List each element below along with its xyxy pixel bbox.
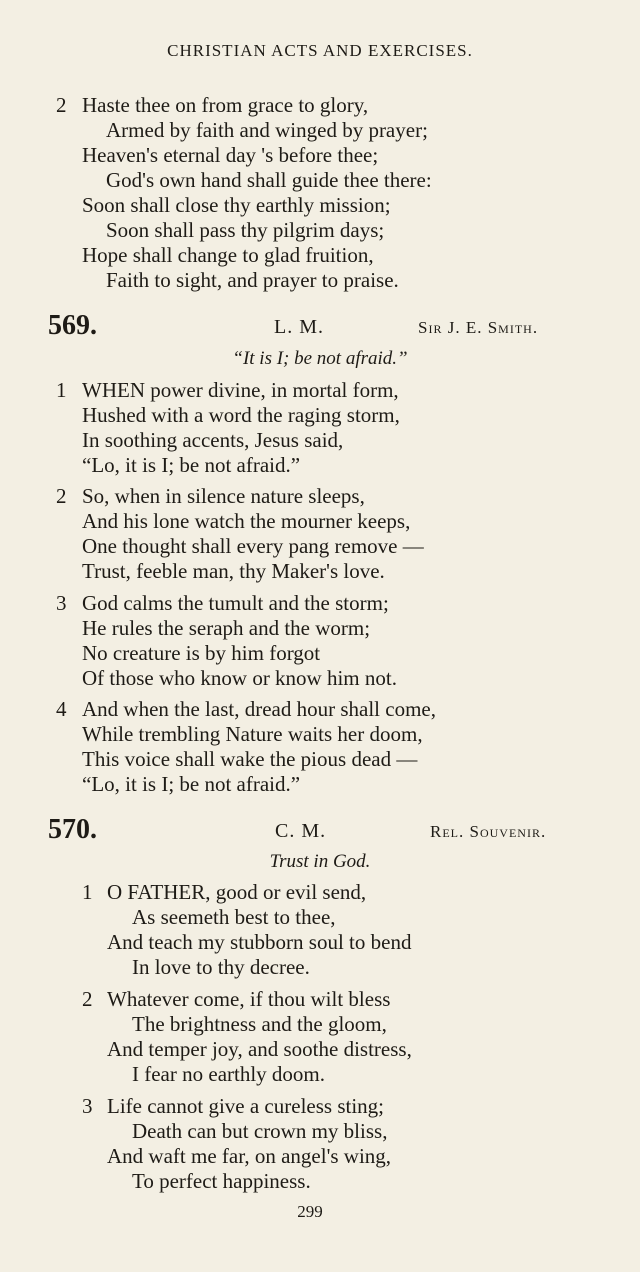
verse-line: Armed by faith and winged by prayer; [106,118,428,142]
verse-line: Soon shall close thy earthly mission; [82,193,391,217]
verse-line: God's own hand shall guide thee there: [106,168,432,192]
verse-line: Life cannot give a cureless sting; [107,1094,384,1118]
verse-line: O FATHER, good or evil send, [107,880,367,904]
hymn-number: 569. [48,310,97,341]
verse-line: He rules the seraph and the worm; [82,616,371,640]
verse-line: And when the last, dread hour shall come, [82,697,436,721]
verse-line: And waft me far, on angel's wing, [107,1144,392,1168]
verse-line: Heaven's eternal day 's before thee; [82,143,379,167]
verse-line: In love to thy decree. [132,955,310,979]
hymn-author: Rel. Souvenir. [430,822,547,841]
verse-line: “Lo, it is I; be not afraid.” [82,453,301,477]
verse-line: And temper joy, and soothe distress, [107,1037,412,1061]
verse-line: To perfect happiness. [132,1169,311,1193]
stanza-number: 3 [56,591,67,615]
stanza-number: 4 [56,697,67,721]
verse-line: Faith to sight, and prayer to praise. [106,268,399,292]
stanza-number: 1 [56,378,67,402]
hymn-meter: L. M. [274,316,324,338]
verse-line: WHEN power divine, in mortal form, [82,378,399,402]
verse-line: So, when in silence nature sleeps, [82,484,365,508]
verse-line: Whatever come, if thou wilt bless [107,987,391,1011]
hymn-meter: C. M. [275,820,327,842]
verse-line: Hope shall change to glad fruition, [82,243,374,267]
verse-line: Haste thee on from grace to glory, [82,93,369,117]
verse-line: The brightness and the gloom, [132,1012,387,1036]
verse-line: Death can but crown my bliss, [132,1119,388,1143]
verse-line: Of those who know or know him not. [82,666,397,690]
stanza-number: 2 [56,93,67,117]
verse-line: I fear no earthly doom. [132,1062,326,1086]
hymn-author: Sir J. E. Smith. [418,318,539,337]
hymn-subtitle: “It is I; be not afraid.” [232,348,408,369]
verse-line: While trembling Nature waits her doom, [82,722,423,746]
page-number: 299 [297,1202,323,1221]
stanza-number: 2 [82,987,93,1011]
verse-line: In soothing accents, Jesus said, [82,428,344,452]
stanza-number: 3 [82,1094,93,1118]
verse-line: And teach my stubborn soul to bend [107,930,412,954]
verse-line: And his lone watch the mourner keeps, [82,509,411,533]
hymn-number: 570. [48,814,97,845]
verse-line: One thought shall every pang remove — [82,534,424,558]
verse-line: As seemeth best to thee, [132,905,336,929]
running-head: CHRISTIAN ACTS AND EXERCISES. [167,41,473,60]
verse-line: Trust, feeble man, thy Maker's love. [82,559,385,583]
verse-line: Hushed with a word the raging storm, [82,403,400,427]
hymn-subtitle: Trust in God. [269,851,371,872]
stanza-number: 2 [56,484,67,508]
verse-line: No creature is by him forgot [82,641,321,665]
verse-line: Soon shall pass thy pilgrim days; [106,218,385,242]
verse-line: God calms the tumult and the storm; [82,591,389,615]
verse-line: “Lo, it is I; be not afraid.” [82,772,301,796]
verse-line: This voice shall wake the pious dead — [82,747,418,771]
stanza-number: 1 [82,880,93,904]
